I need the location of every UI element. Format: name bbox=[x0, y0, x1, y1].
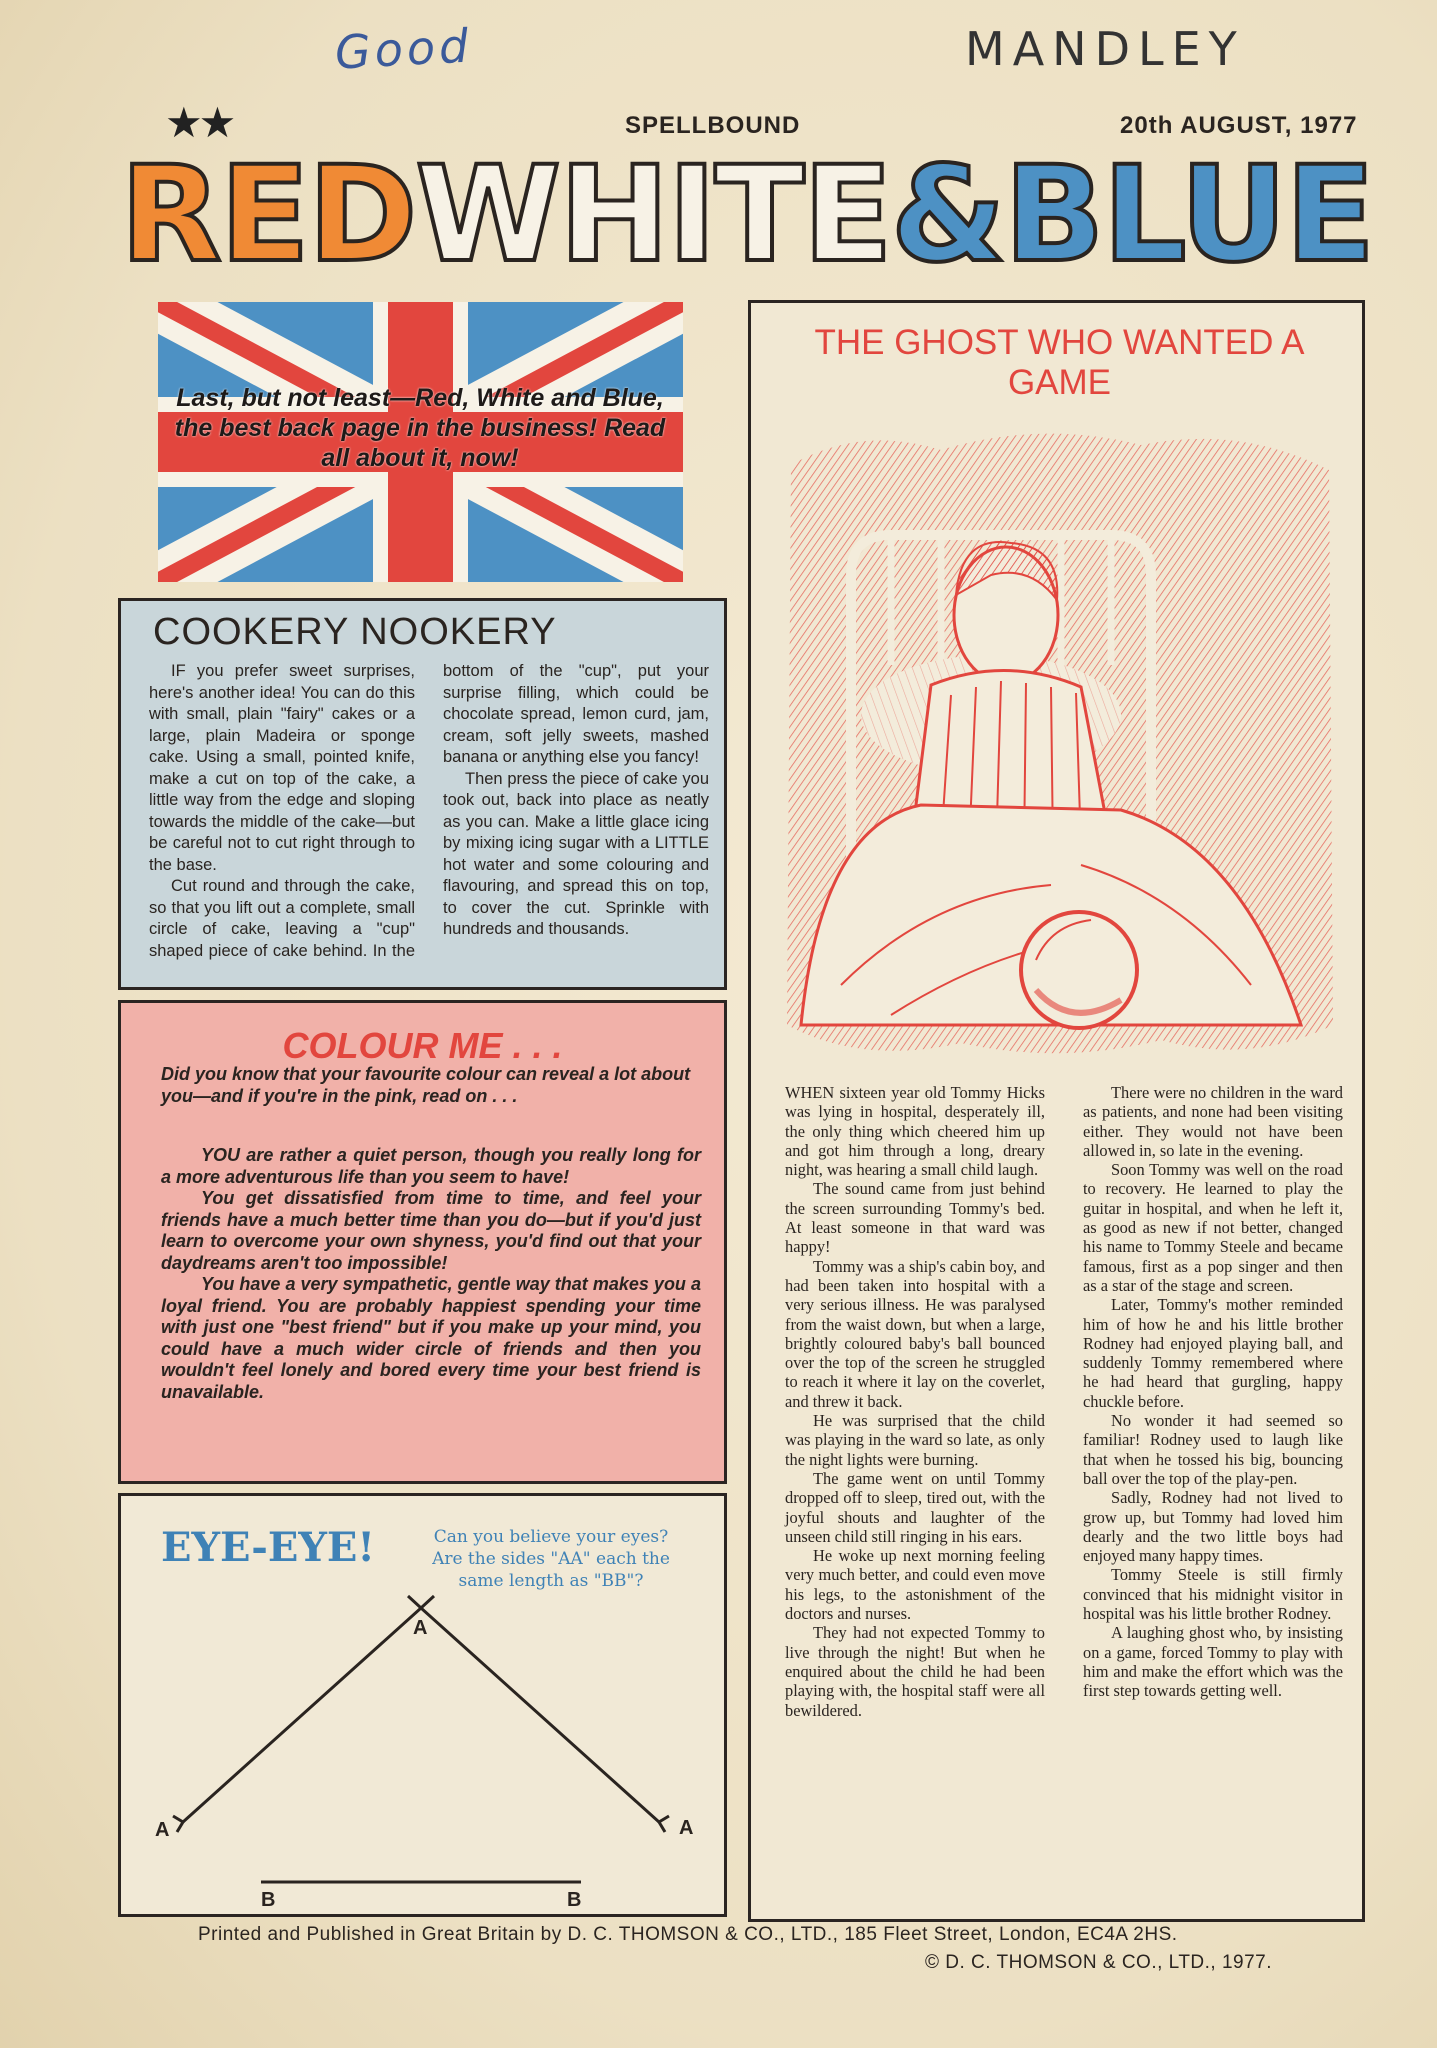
logo-red: RED bbox=[120, 138, 416, 292]
story-paragraph: Soon Tommy was well on the road to recovery. He learned to play the guitar in hospital, and when he left it, as good as new if not better, changed his name to Tommy Steele and became famous, first as a pop singer and then as a star of the stage and screen. bbox=[1083, 1160, 1343, 1295]
copyright-line: © D. C. THOMSON & CO., LTD., 1977. bbox=[925, 1952, 1273, 1973]
cookery-text bbox=[149, 661, 709, 962]
story-paragraph: Tommy was a ship's cabin boy, and had been taken into hospital with a very serious illness. He was paralysed from the waist down, but when a large, brightly coloured baby's ball bounced over the top of the screen he struggled to reach it where it lay on the coverlet, and threw it back. bbox=[785, 1256, 1045, 1411]
eye-eye-panel bbox=[118, 1493, 727, 1917]
colour-title: COLOUR ME . . . bbox=[282, 1025, 563, 1066]
colour-intro: Did you know that your favourite colour can reveal a lot about you—and if you're in the pink, read on . . . bbox=[161, 1064, 691, 1106]
eye-question: Can you believe your eyes? Are the sides "AA" each the same length as "BB"? bbox=[432, 1527, 670, 1591]
story-title: THE GHOST WHO WANTED A GAME bbox=[814, 323, 1305, 402]
intro-blurb: Last, but not least—Red, White and Blue, the best back page in the business! Read all about it, now! bbox=[174, 384, 666, 472]
handwritten-note-right: MANDLEY bbox=[965, 22, 1245, 76]
label-b-left: B bbox=[261, 1889, 276, 1911]
story-paragraph: No wonder it had seemed so familiar! Rodney used to laugh like that when he tossed his big, bouncing ball over the top of the play-pen. bbox=[1083, 1411, 1343, 1488]
issue-date: 20th AUGUST, 1977 bbox=[1120, 112, 1358, 139]
cookery-paragraph: Cut round and through the cake, so that you lift out a complete, small circle of cake, leaving a "cup" shaped piece of cake behind. In the bottom of the "cup", put your surprise filling, which could be chocolate spread, lemon curd, jam, cream, soft jelly sweets, mashed banana or anything else you fancy! bbox=[149, 662, 709, 960]
logo-blue: &BLUE bbox=[890, 138, 1374, 292]
cookery-paragraph: Then press the piece of cake you took out, back into place as neatly as you can. Make a little glace icing by mixing icing sugar with a LITTLE hot water and some colouring and flavouring, and spread this on top, to cover the cut. Sprinkle with hundreds and thousands. bbox=[443, 769, 709, 938]
publisher-imprint: Printed and Published in Great Britain by D. C. THOMSON & CO., LTD., 185 Fleet Street, London, EC4A 2HS. bbox=[198, 1924, 1178, 1945]
stars-icon: ★★ bbox=[165, 99, 233, 146]
ghost-story-panel bbox=[748, 300, 1365, 1922]
label-a-right: A bbox=[679, 1817, 694, 1839]
story-paragraph: They had not expected Tommy to live through the night! But when he enquired about the child he had been playing with, the hospital staff were all bewildered. bbox=[785, 1623, 1045, 1720]
cookery-paragraph: IF you prefer sweet surprises, here's another idea! You can do this with small, plain "fairy" cakes or a large, plain Madeira or sponge cake. Using a small, pointed knife, make a cut on top of the cake, a little way from the edge and sloping towards the middle of the cake—but be careful not to cut right through to the base. bbox=[149, 662, 415, 874]
story-paragraph: There were no children in the ward as patients, and none had been visiting either. They would not have been allowed in, so late in the evening. bbox=[1083, 1083, 1343, 1160]
colour-paragraph: You have a very sympathetic, gentle way that makes you a loyal friend. You are probably happiest spending your time with just one "best friend" but if you make up your mind, you could have a much wider circle of friends and then you wouldn't feel lonely and bored every time your best friend is unavailable. bbox=[161, 1274, 701, 1402]
story-paragraph: WHEN sixteen year old Tommy Hicks was lying in hospital, desperately ill, the only thing which cheered him up and got him through a long, dreary night, was hearing a small child laugh. bbox=[785, 1083, 1045, 1180]
story-paragraph: Tommy Steele is still firmly convinced that his midnight visitor in hospital was his little brother Rodney. bbox=[1083, 1565, 1343, 1624]
colour-text bbox=[161, 1145, 701, 1403]
story-paragraph: The sound came from just behind the screen surrounding Tommy's bed. At least someone in that ward was happy! bbox=[785, 1179, 1045, 1257]
story-paragraph: He was surprised that the child was playing in the ward so late, as only the night lights were burning. bbox=[785, 1411, 1045, 1469]
story-text bbox=[785, 1083, 1343, 1720]
red-white-blue-logo bbox=[120, 138, 1374, 292]
series-name: SPELLBOUND bbox=[625, 112, 801, 139]
cookery-title: COOKERY NOOKERY bbox=[153, 611, 557, 653]
story-paragraph: He woke up next morning feeling very much better, and could even move his legs, to the astonishment of the doctors and nurses. bbox=[785, 1546, 1045, 1624]
colour-me-panel bbox=[118, 1000, 727, 1484]
eye-title: EYE-EYE! bbox=[161, 1524, 375, 1571]
story-paragraph: The game went on until Tommy dropped off to sleep, tired out, with the joyful shouts and laughter of the unseen child still ringing in his ears. bbox=[785, 1468, 1045, 1546]
boy-in-hospital-bed-illustration bbox=[781, 425, 1339, 1065]
story-paragraph: A laughing ghost who, by insisting on a game, forced Tommy to play with him and make the effort which was the first step towards getting well. bbox=[1083, 1623, 1343, 1701]
story-paragraph: Sadly, Rodney had not lived to grow up, but Tommy had loved him dearly and the two little boys had enjoyed many happy times. bbox=[1083, 1488, 1343, 1566]
cookery-nookery-panel bbox=[118, 598, 727, 990]
label-a-left: A bbox=[155, 1819, 170, 1841]
handwritten-note-left: Good bbox=[333, 18, 474, 80]
colour-paragraph: You get dissatisfied from time to time, and feel your friends have a much better time than you do—but if you'd just learn to overcome your own shyness, you'd find out that your daydreams aren't too impossible! bbox=[161, 1188, 701, 1273]
story-paragraph: Later, Tommy's mother reminded him of how he and his little brother Rodney had enjoyed playing ball, and suddenly Tommy remembered where he had heard that gurgling, happy chuckle before. bbox=[1083, 1295, 1343, 1411]
label-a-apex: A bbox=[413, 1617, 428, 1639]
colour-paragraph: YOU are rather a quiet person, though you really long for a more adventurous life than you seem to have! bbox=[161, 1145, 701, 1187]
label-b-right: B bbox=[567, 1889, 582, 1911]
logo-white: WHITE bbox=[415, 138, 891, 292]
